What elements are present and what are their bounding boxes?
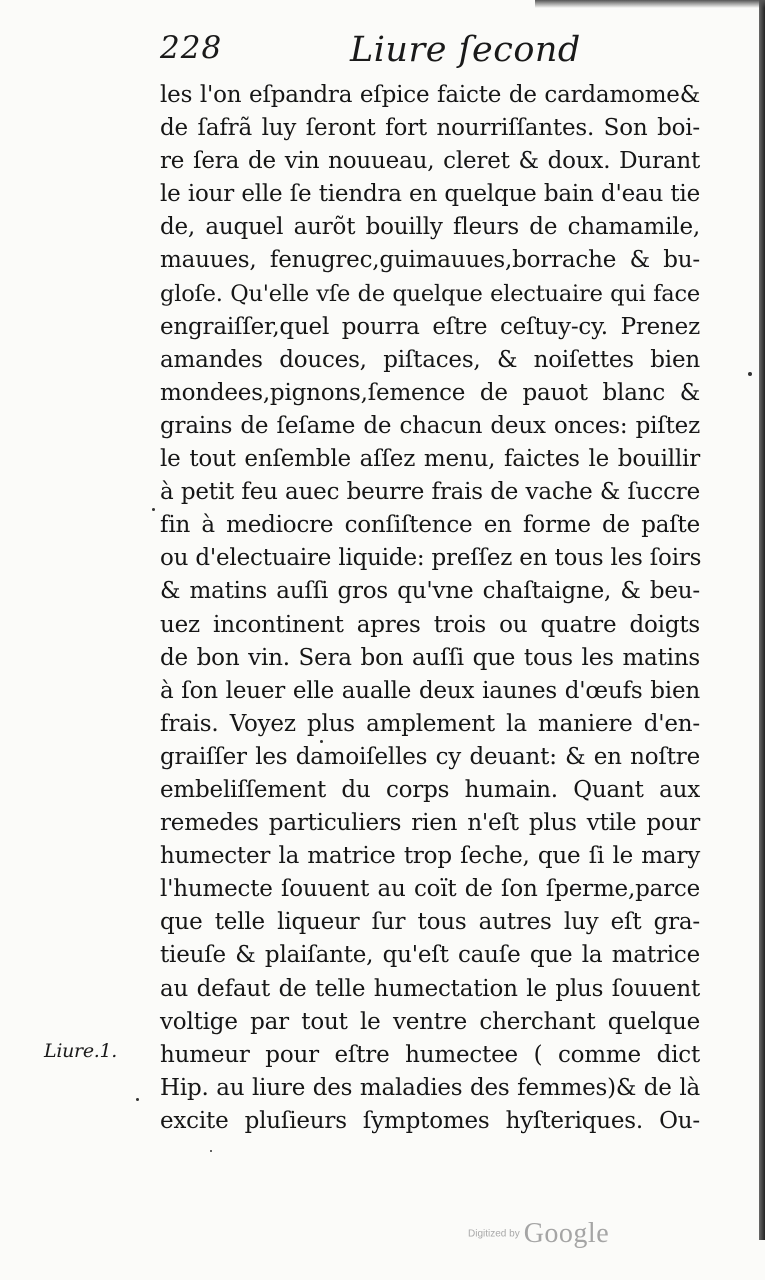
text-line: humeur pour eſtre humectee ( comme dict xyxy=(160,1041,700,1068)
text-line: & matins auſſi gros qu'vne chaſtaigne, & beu- xyxy=(160,578,700,605)
body-text xyxy=(160,79,700,1138)
text-line: engraiſſer,quel pourra eſtre ceſtuy-cy. Prenez xyxy=(160,313,700,340)
scan-speck xyxy=(748,372,752,376)
watermark-prefix: Digitized by xyxy=(468,1228,520,1240)
text-line: embeliſſement du corps humain. Quant aux xyxy=(160,776,700,803)
digitized-by-google-watermark xyxy=(468,1218,609,1254)
text-line: de, auquel aurõt bouilly fleurs de chamamile, xyxy=(160,214,700,241)
text-line: le tout enſemble aſſez menu, faictes le bouillir xyxy=(160,446,700,473)
text-line: mondees,pignons,ſemence de pauot blanc & xyxy=(160,379,700,406)
page-header xyxy=(160,30,720,76)
text-line: que telle liqueur ſur tous autres luy eſt gra- xyxy=(160,909,700,936)
scan-speck xyxy=(136,1098,139,1101)
running-head: Liure ſecond xyxy=(350,30,581,70)
text-line: tieuſe & plaiſante, qu'eſt cauſe que la matrice xyxy=(160,942,700,969)
text-line: gloſe. Qu'elle vſe de quelque electuaire qui face xyxy=(160,280,700,307)
text-line: Hip. au liure des maladies des femmes)& de là xyxy=(160,1074,700,1101)
scan-speck xyxy=(210,1150,212,1152)
scan-edge-shadow xyxy=(759,0,765,1240)
text-line: le iour elle ſe tiendra en quelque bain d'eau tie xyxy=(160,181,700,208)
text-line: grains de ſeſame de chacun deux onces: piſtez xyxy=(160,412,700,439)
text-line: excite pluſieurs ſymptomes hyſteriques. Ou- xyxy=(160,1107,700,1134)
text-line: mauues, fenugrec,guimauues,borrache & bu- xyxy=(160,247,700,274)
text-line: humecter la matrice trop ſeche, que ſi le mary xyxy=(160,843,700,870)
text-line: re ſera de vin nouueau, cleret & doux. Durant xyxy=(160,148,700,175)
text-line: à petit feu auec beurre frais de vache & ſuccre xyxy=(160,479,700,506)
text-line: uez incontinent apres trois ou quatre doigts xyxy=(160,611,700,638)
text-line: les l'on eſpandra eſpice faicte de cardamome& xyxy=(160,82,700,108)
text-line: à ſon leuer elle aualle deux iaunes d'œufs bien xyxy=(160,677,700,704)
text-line: fin à mediocre conſiſtence en forme de paſte xyxy=(160,512,700,539)
page-number: 228 xyxy=(160,30,223,66)
scan-speck xyxy=(320,740,323,743)
text-line: amandes douces, piſtaces, & noiſettes bien xyxy=(160,346,700,373)
text-line: graiſſer les damoiſelles cy deuant: & en noſtre xyxy=(160,743,700,770)
text-line: voltige par tout le ventre cherchant quelque xyxy=(160,1008,700,1035)
text-line: l'humecte ſouuent au coït de ſon ſperme,parce xyxy=(160,876,700,903)
scan-top-edge-shadow xyxy=(535,0,765,8)
text-line: frais. Voyez plus amplement la maniere d'en- xyxy=(160,710,700,737)
text-line: de bon vin. Sera bon auſſi que tous les matins xyxy=(160,644,700,671)
text-line: au defaut de telle humectation le plus ſouuent xyxy=(160,975,700,1002)
text-line: de ſafrã luy ſeront fort nourriſſantes. Son boi- xyxy=(160,115,700,142)
text-line: ou d'electuaire liquide: preſſez en tous les ſoirs xyxy=(160,545,702,572)
text-line: remedes particuliers rien n'eſt plus vtile pour xyxy=(160,810,700,837)
scan-speck xyxy=(152,508,155,511)
google-logo: Google xyxy=(523,1218,610,1249)
margin-note: Liure.1. xyxy=(44,1040,118,1062)
